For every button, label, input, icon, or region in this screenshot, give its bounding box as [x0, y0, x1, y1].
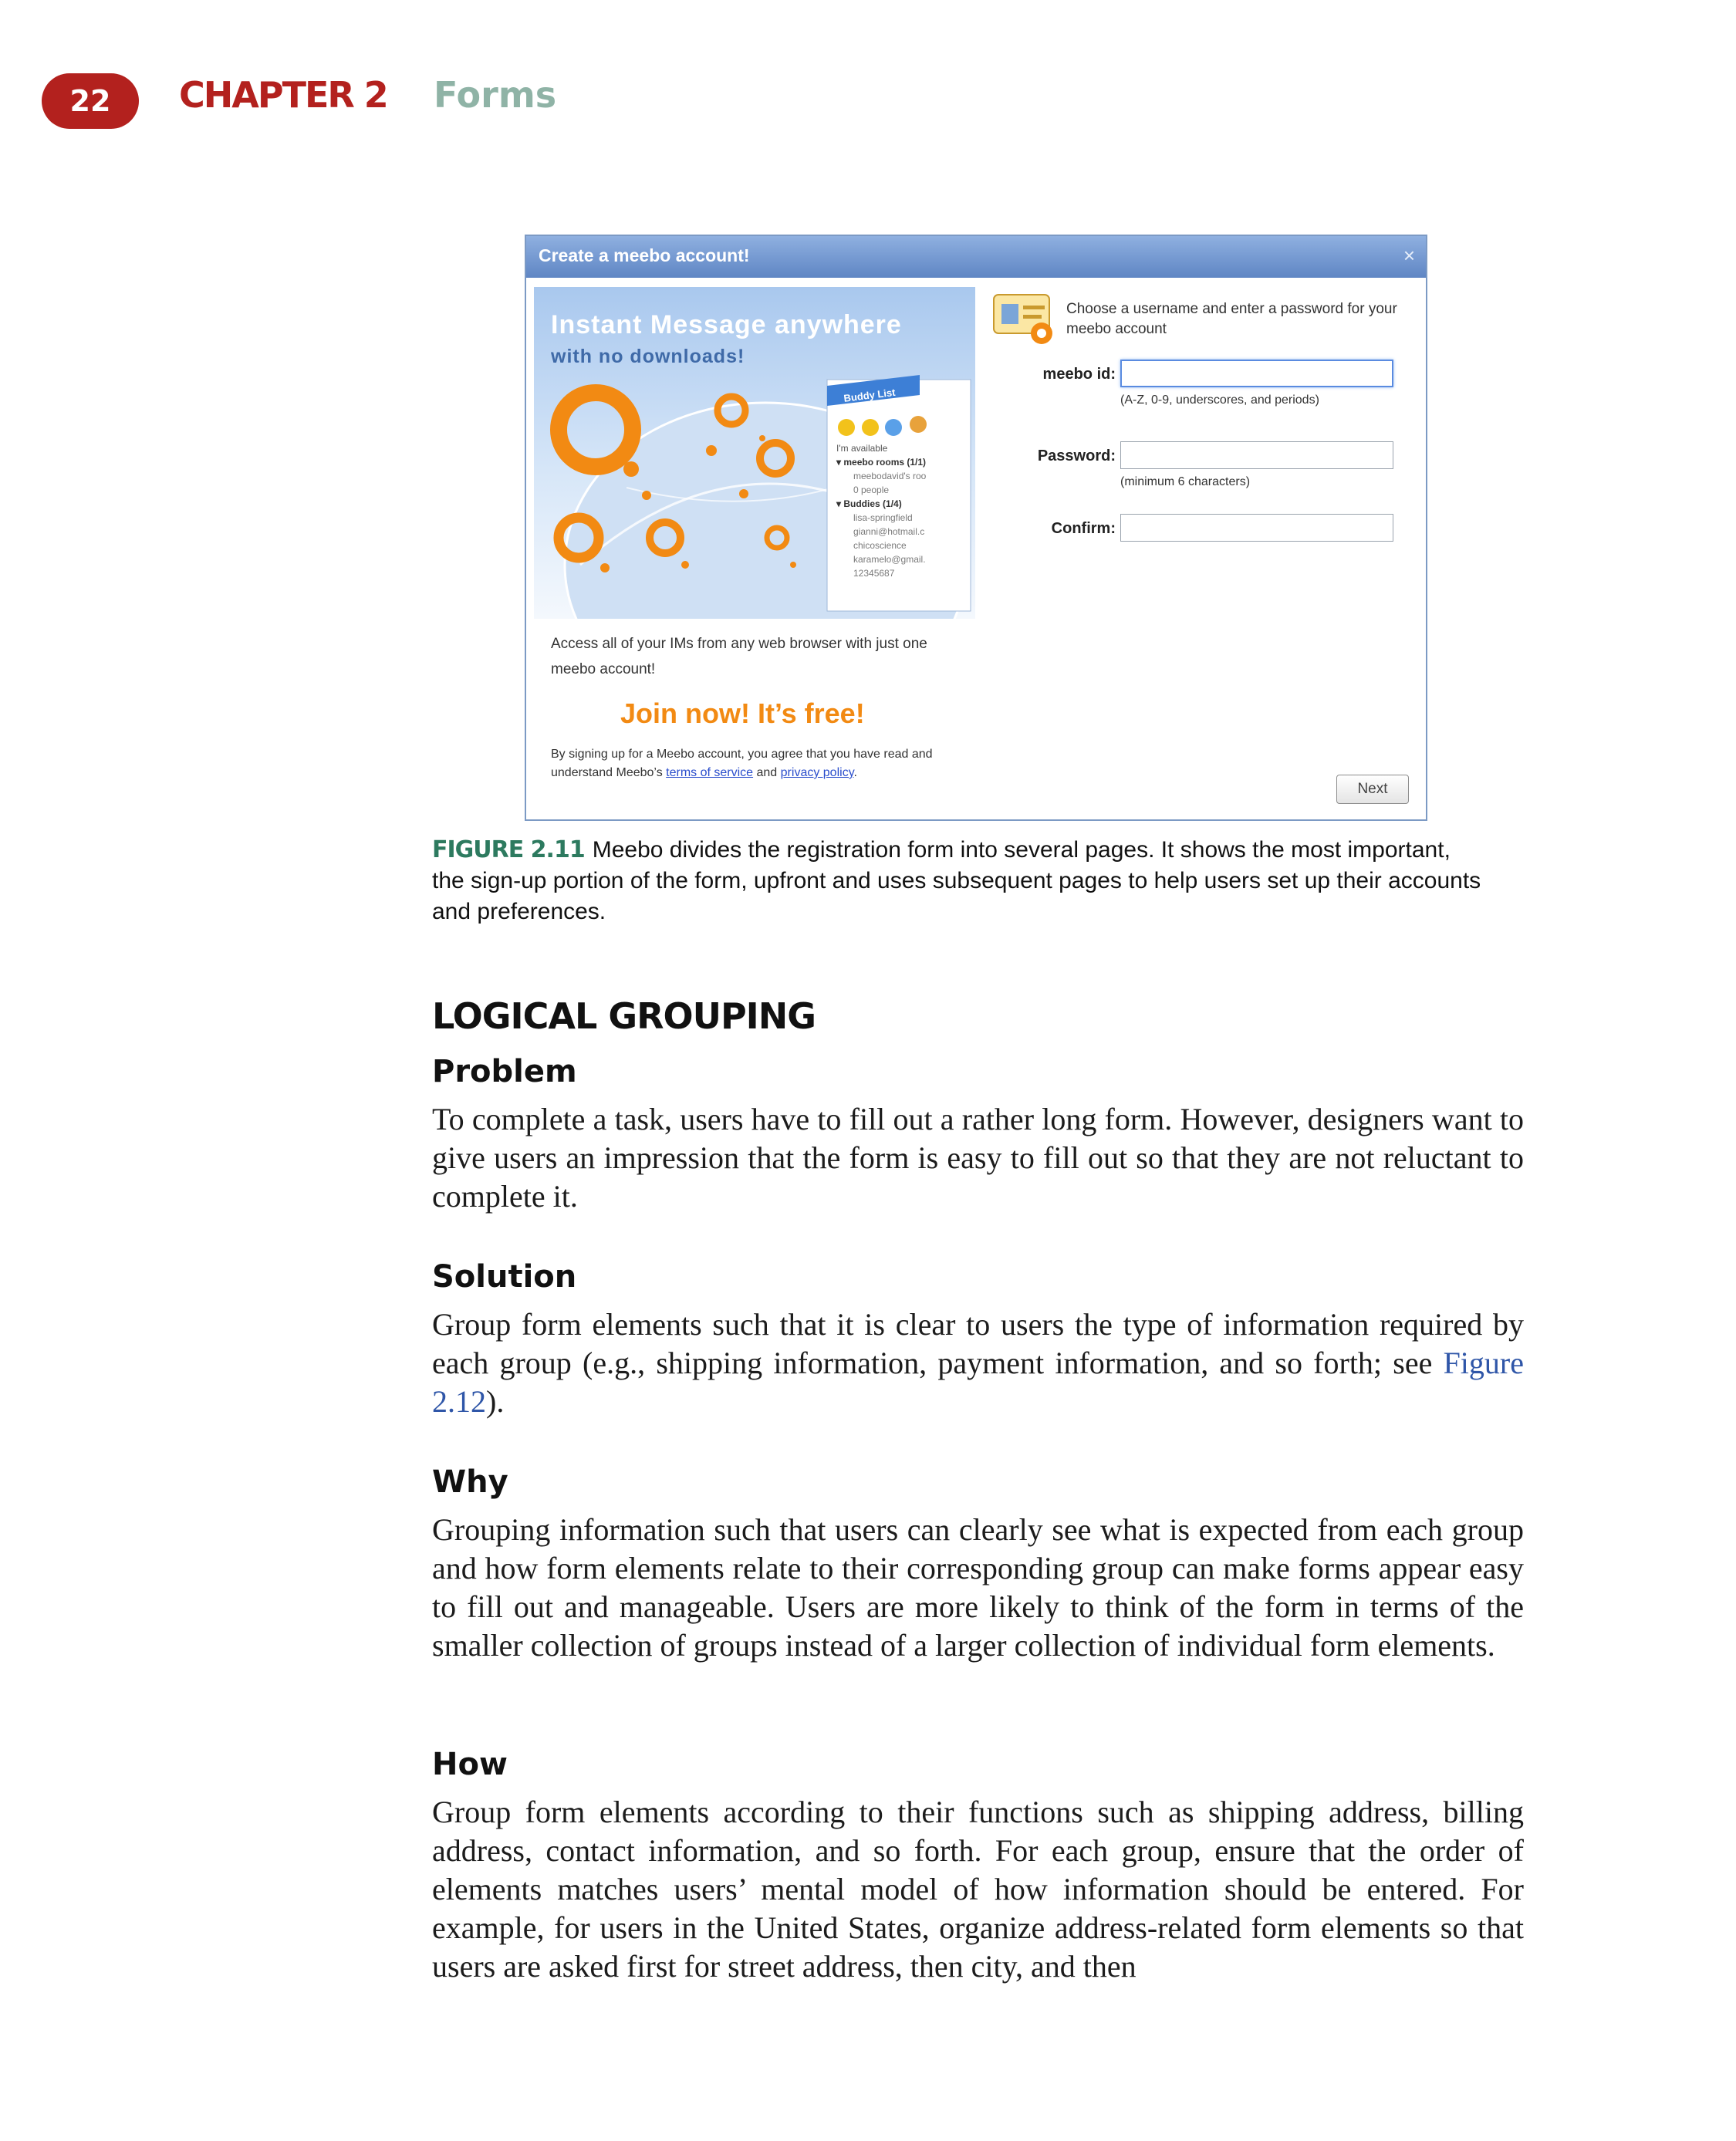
promo-headline: Instant Message anywhere [551, 310, 902, 339]
promo-panel [534, 287, 975, 812]
buddy-list-title: Buddy List [843, 386, 897, 404]
join-now-cta: Join now! It’s free! [620, 697, 865, 729]
buddy-group-buddies: ▾ Buddies (1/4) [836, 498, 902, 509]
figure-label: FIGURE 2.11 [432, 836, 585, 863]
password-label: Password: [1037, 447, 1116, 464]
next-button[interactable]: Next [1336, 775, 1409, 804]
form-intro: Choose a username and enter a password for your meebo account [1066, 301, 1397, 337]
signup-form [985, 287, 1417, 812]
promo-access-text: Access all of your IMs from any web browser with just one meebo account! [551, 636, 927, 677]
chapter-topic: Forms [434, 74, 557, 116]
figure-2-12-link[interactable]: Figure 2.12 [432, 1346, 1524, 1419]
page-number-badge [42, 73, 139, 129]
confirm-label: Confirm: [1051, 520, 1116, 537]
password-input[interactable] [1120, 441, 1393, 469]
problem-heading: Problem [432, 1054, 577, 1089]
chapter-label: CHAPTER 2 [179, 74, 387, 116]
meebo-id-label: meebo id: [1042, 366, 1116, 383]
why-heading: Why [432, 1464, 508, 1500]
meebo-dialog-screenshot [525, 235, 1427, 821]
buddy-status: I'm available [836, 443, 888, 454]
privacy-policy-link[interactable]: privacy policy [780, 766, 854, 779]
how-paragraph: Group form elements according to their functions such as shipping address, billing address, contact information, and so forth. For each group, ensure that the order of elements matches users’ mental model of how information should be entered. For example, for users in the United States, organize address-related form elements so that users are asked first for street address, then city, and then [432, 1795, 1524, 1984]
caption-text: Meebo divides the registration form into several pages. It shows the most important, the sign-up portion of the form, upfront and uses subsequent pages to help users set up their accounts and preferences. [432, 837, 1481, 924]
meebo-id-hint: (A-Z, 0-9, underscores, and periods) [1120, 393, 1319, 407]
why-paragraph: Grouping information such that users can clearly see what is expected from each group and how form elements relate to their corresponding group can make forms appear easy to fill out and manageable. Users are more likely to think of the form in terms of the smaller collection of groups instead of a larger collection of individual form elements. [432, 1512, 1524, 1663]
page-number: 22 [69, 84, 111, 118]
how-heading: How [432, 1747, 508, 1782]
confirm-password-input[interactable] [1120, 514, 1393, 542]
promo-subline: with no downloads! [551, 346, 745, 367]
problem-paragraph: To complete a task, users have to fill out a rather long form. However, designers want to give users an impression that the form is easy to fill out so that they are not reluctant to complete it. [432, 1102, 1524, 1214]
buddy-item: chicoscience [853, 540, 907, 551]
terms-text: By signing up for a Meebo account, you agree that you have read and understand Meebo’s [551, 748, 933, 779]
buddy-group-rooms: ▾ meebo rooms (1/1) [836, 457, 927, 468]
buddy-item: lisa-springfield [853, 512, 913, 523]
buddy-room-item: meebodavid's roo [853, 471, 927, 481]
close-icon[interactable]: × [1403, 244, 1415, 267]
id-card-icon [991, 289, 1062, 352]
buddy-list [836, 441, 968, 580]
meebo-id-input[interactable] [1120, 360, 1393, 387]
password-hint: (minimum 6 characters) [1120, 475, 1251, 488]
terms-of-service-link[interactable]: terms of service [666, 766, 754, 779]
dialog-titlebar [526, 236, 1426, 278]
buddy-item: gianni@hotmail.c [853, 526, 925, 537]
solution-text-end: ). [486, 1384, 505, 1419]
promo-terms-text [551, 745, 968, 782]
section-title: LOGICAL GROUPING [432, 995, 816, 1037]
buddy-item: 12345687 [853, 568, 895, 579]
figure-caption [432, 835, 1481, 927]
solution-heading: Solution [432, 1259, 577, 1295]
promo-banner [534, 287, 975, 619]
dialog-title: Create a meebo account! [539, 245, 750, 265]
buddy-item: karamelo@gmail. [853, 554, 926, 565]
buddy-room-sub: 0 people [853, 485, 890, 495]
solution-text: Group form elements such that it is clear to users the type of information required by each group (e.g., shipping information, payment information, and so forth; see [432, 1307, 1524, 1380]
solution-paragraph [432, 1305, 1524, 1421]
terms-and: and [753, 766, 781, 779]
terms-period: . [853, 766, 857, 779]
